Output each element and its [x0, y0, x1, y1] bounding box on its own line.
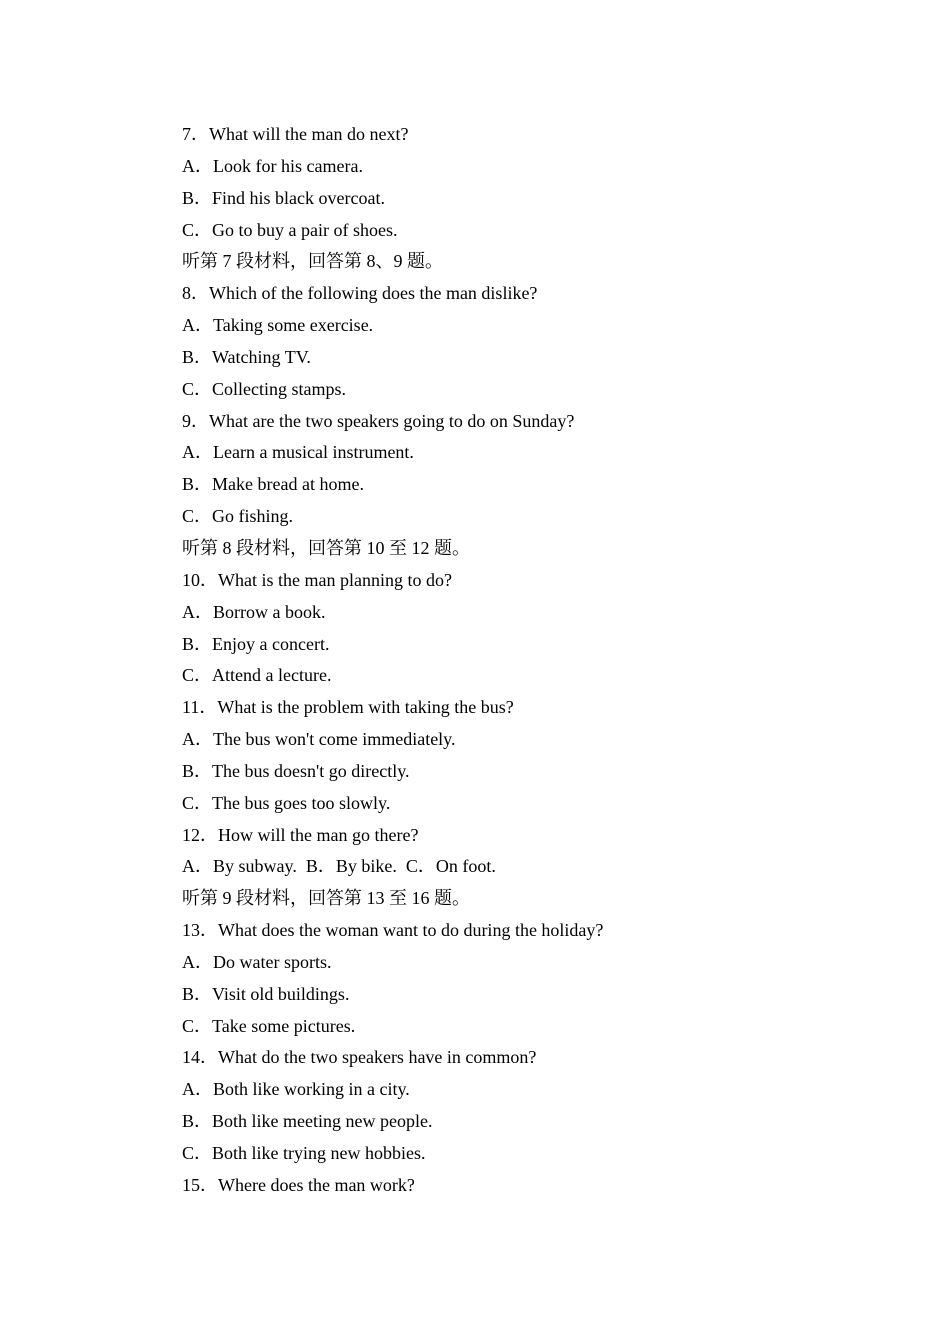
question-11: 11．What is the problem with taking the bus?: [182, 697, 514, 718]
option-9b: B．Make bread at home.: [182, 474, 364, 495]
option-13b: B．Visit old buildings.: [182, 983, 350, 1004]
option-13a: A．Do water sports.: [182, 951, 332, 972]
question-7: 7．What will the man do next?: [182, 124, 409, 144]
option-14b: B．Both like meeting new people.: [182, 1111, 433, 1132]
question-15: 15．Where does the man work?: [182, 1174, 415, 1195]
option-10b: B．Enjoy a concert.: [182, 633, 330, 654]
question-13: 13．What does the woman want to do during the holiday?: [182, 920, 604, 941]
question-12: 12．How will the man go there?: [182, 824, 419, 845]
option-11b: B．The bus doesn't go directly.: [182, 760, 410, 781]
option-10c: C．Attend a lecture.: [182, 665, 332, 686]
option-10a: A．Borrow a book.: [182, 601, 326, 622]
question-9: 9．What are the two speakers going to do on Sunday?: [182, 410, 575, 431]
section-instruction-7: 听第 7 段材料，回答第 8、9 题。: [182, 251, 443, 272]
option-14a: A．Both like working in a city.: [182, 1079, 410, 1100]
question-10: 10．What is the man planning to do?: [182, 569, 452, 590]
question-8: 8．Which of the following does the man dislike?: [182, 283, 538, 304]
option-13c: C．Take some pictures.: [182, 1015, 356, 1036]
section-instruction-8: 听第 8 段材料，回答第 10 至 12 题。: [182, 537, 470, 558]
option-7a: A．Look for his camera.: [182, 155, 363, 176]
option-9a: A．Learn a musical instrument.: [182, 442, 414, 463]
question-list: [182, 119, 882, 1202]
option-8b: B．Watching TV.: [182, 346, 311, 367]
option-7b: B．Find his black overcoat.: [182, 187, 385, 208]
section-instruction-9: 听第 9 段材料，回答第 13 至 16 题。: [182, 888, 470, 909]
option-8a: A．Taking some exercise.: [182, 315, 374, 336]
options-12: A．By subway. B．By bike. C．On foot.: [182, 856, 496, 877]
option-11c: C．The bus goes too slowly.: [182, 792, 391, 813]
question-14: 14．What do the two speakers have in common?: [182, 1047, 537, 1068]
option-8c: C．Collecting stamps.: [182, 378, 346, 399]
option-14c: C．Both like trying new hobbies.: [182, 1143, 426, 1163]
option-11a: A．The bus won't come immediately.: [182, 729, 456, 750]
option-9c: C．Go fishing.: [182, 506, 294, 527]
option-7c: C．Go to buy a pair of shoes.: [182, 219, 398, 240]
